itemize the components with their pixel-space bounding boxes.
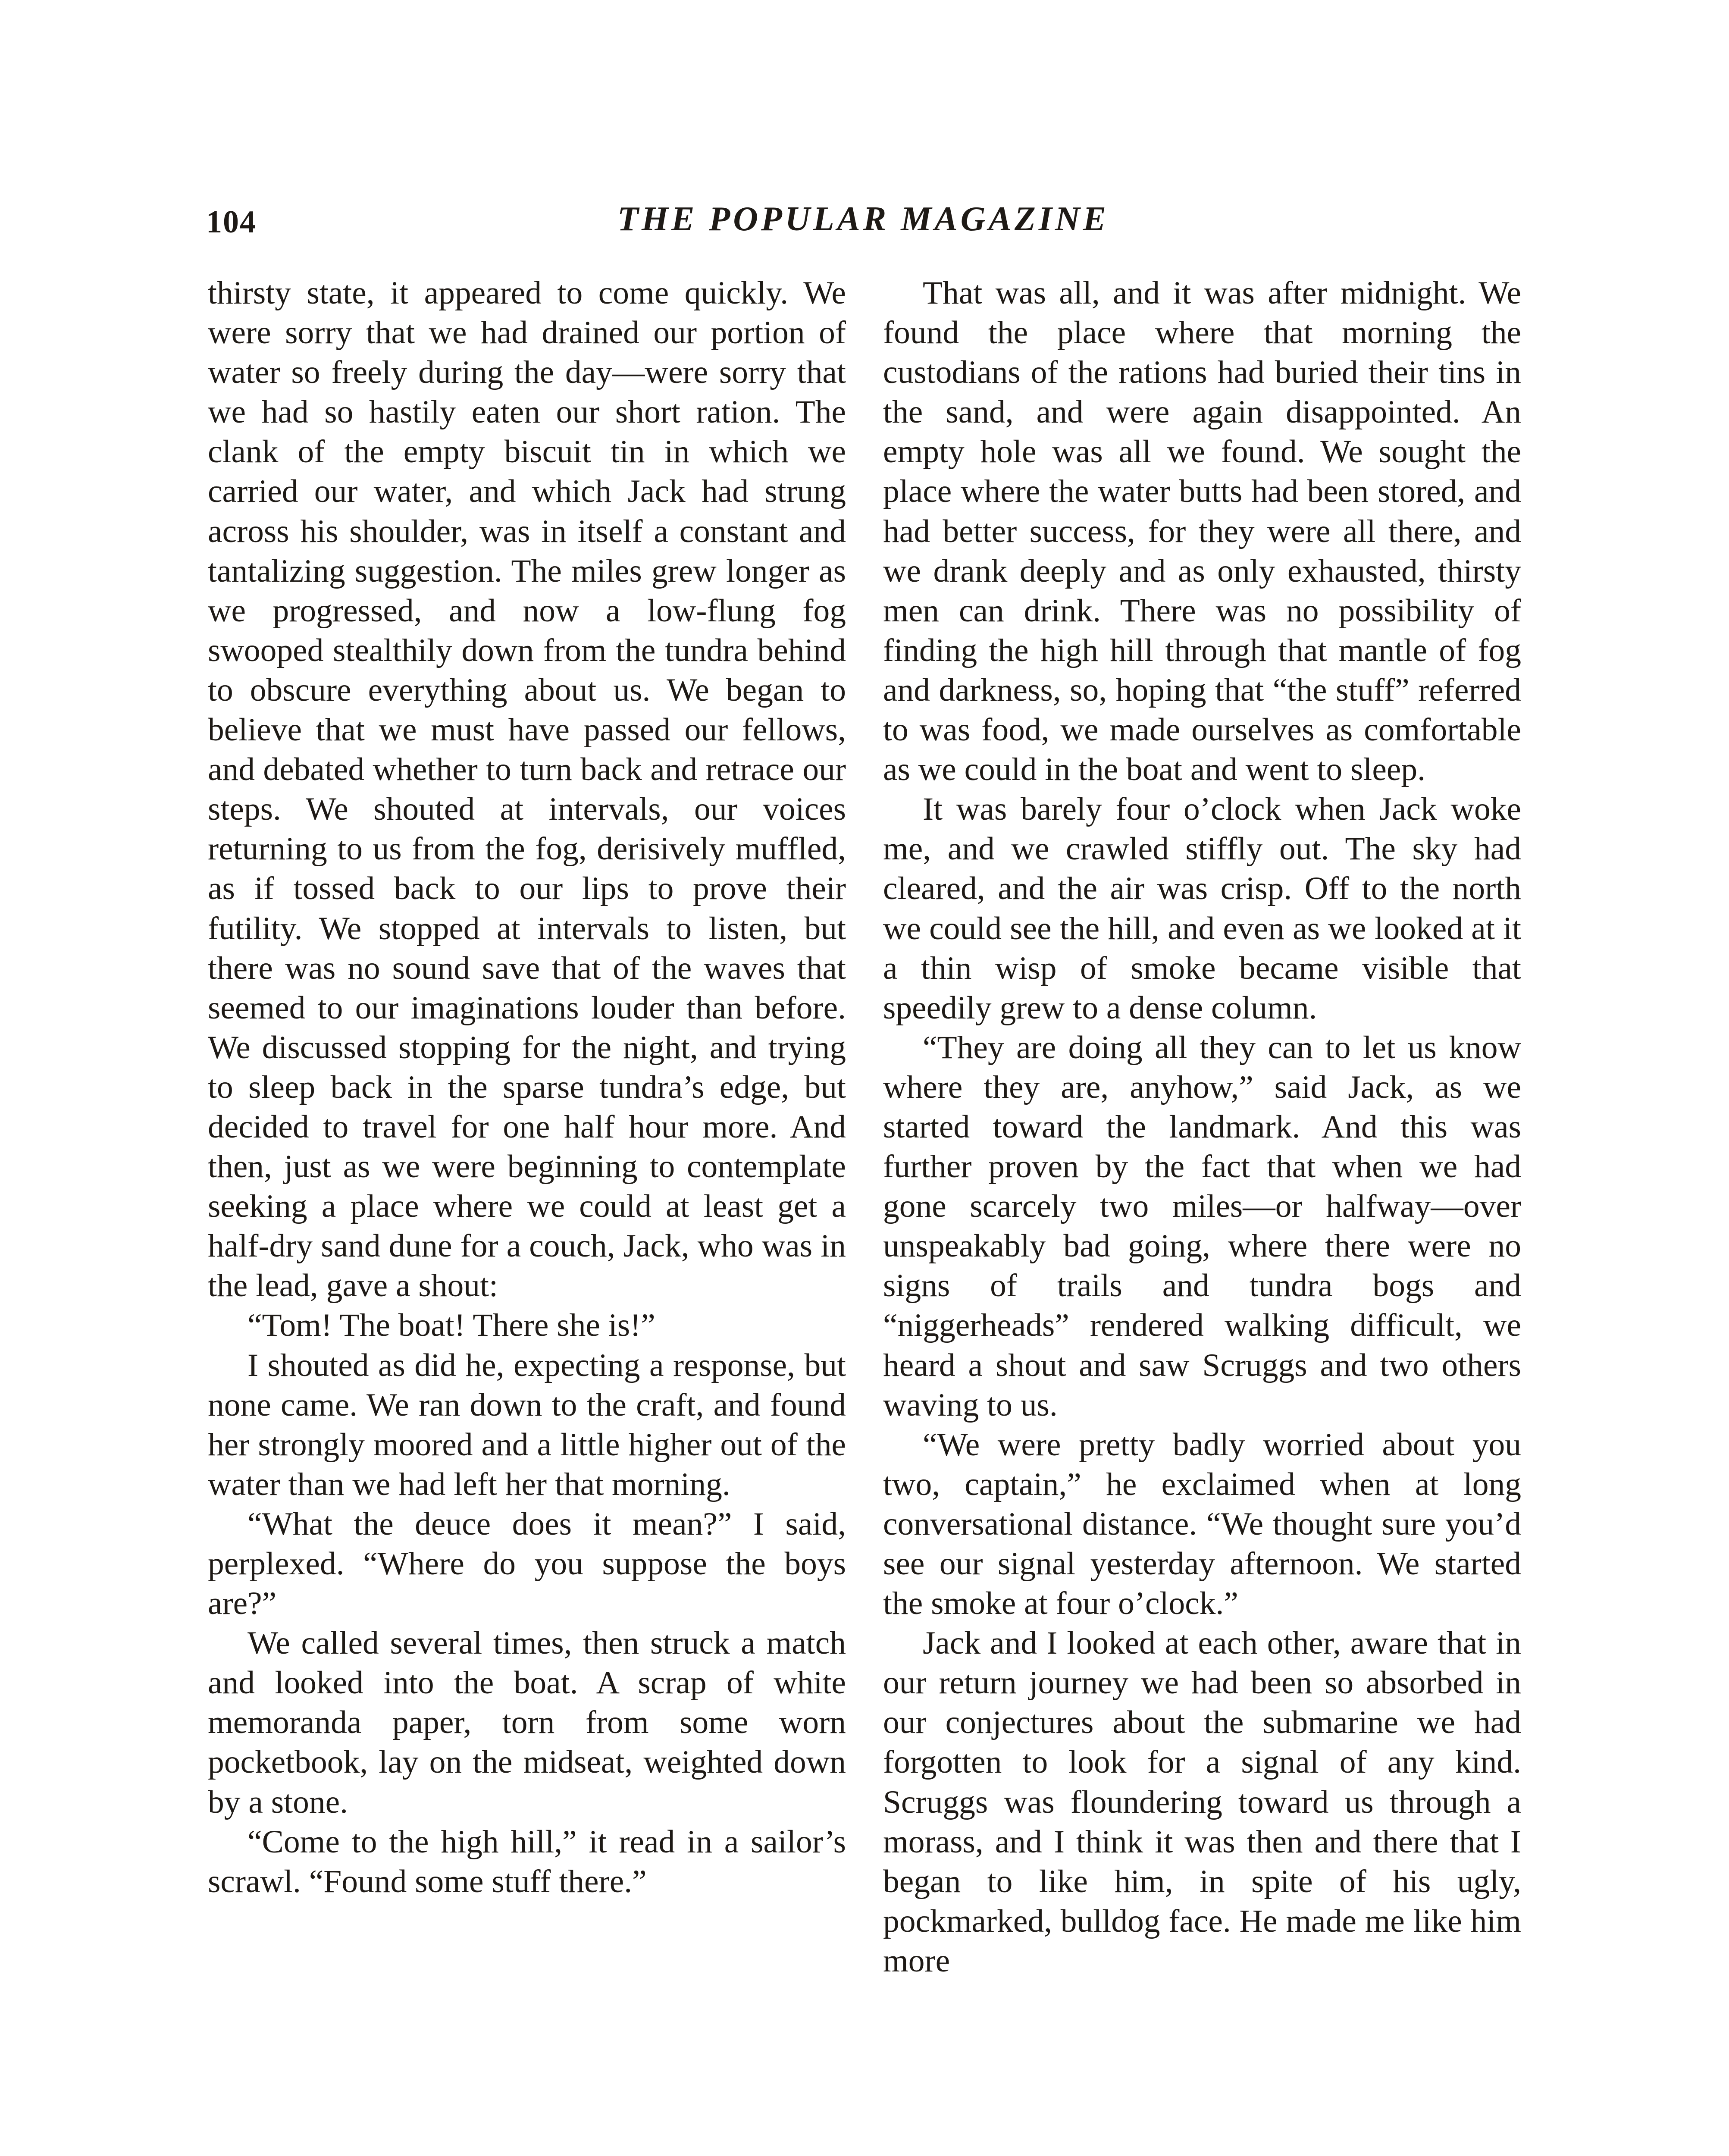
paragraph: “Come to the high hill,” it read in a sailor’s scrawl. “Found some stuff there.” [208, 1824, 846, 1899]
paragraph: “We were pretty badly worried about you two, captain,” he exclaimed when at long conversational distance. “We thought sure you’d see our signal yesterday afternoon. We started the smoke at four o’clock.” [883, 1426, 1521, 1622]
paragraph: We called several times, then struck a match and looked into the boat. A scrap of white memoranda paper, torn from some worn pocketbook, lay on the midseat, weighted down by a stone. [208, 1625, 846, 1820]
page-header [206, 196, 1520, 252]
page-number: 104 [206, 204, 257, 240]
paragraph: It was barely four o’clock when Jack woke me, and we crawled stiffly out. The sky had cleared, and the air was crisp. Off to the north we could see the hill, and even as we looked at it a thin wisp of smoke became visible that speedily grew to a dense column. [883, 791, 1521, 1026]
running-title: THE POPULAR MAGAZINE [617, 200, 1109, 238]
paragraph: That was all, and it was after midnight. We found the place where that morning the custodians of the rations had buried their tins in the sand, and were again disappointed. An empty hole was all we found. We sought the place where the water butts had been stored, and had better success, for they were all there, and we drank deeply and as only exhausted, thirsty men can drink. There was no possibility of finding the high hill through that mantle of fog and darkness, so, hoping that “the stuff” referred to was food, we made ourselves as comfortable as we could in the boat and went to sleep. [883, 275, 1521, 788]
paragraph: I shouted as did he, expecting a response, but none came. We ran down to the craft, and found her strongly moored and a little higher out of the water than we had left her that morning. [208, 1347, 846, 1502]
paragraph: “They are doing all they can to let us know where they are, anyhow,” said Jack, as we started toward the landmark. And this was further proven by the fact that when we had gone scarcely two miles—or halfway—over unspeakably bad going, where there were no signs of trails and tundra bogs and “niggerheads” rendered walking difficult, we heard a shout and saw Scruggs and two others waving to us. [883, 1029, 1521, 1423]
paragraph: thirsty state, it appeared to come quickly. We were sorry that we had drained our portion of water so freely during the day—were sorry that we had so hastily eaten our short ration. The clank of the empty biscuit tin in which we carried our water, and which Jack had strung across his shoulder, was in itself a constant and tantalizing suggestion. The miles grew longer as we progressed, and now a low-flung fog swooped stealthily down from the tundra behind to obscure everything about us. We began to believe that we must have passed our fellows, and debated whether to turn back and retrace our steps. We shouted at intervals, our voices returning to us from the fog, derisively muffled, as if tossed back to our lips to prove their futility. We stopped at intervals to listen, but there was no sound save that of the waves that seemed to our imaginations louder than before. We discussed stopping for the night, and trying to sleep back in the sparse tundra’s edge, but decided to travel for one half hour more. And then, just as we were beginning to contemplate seeking a place where we could at least get a half-dry sand dune for a couch, Jack, who was in the lead, gave a shout: [208, 275, 846, 1304]
left-column [208, 273, 846, 1902]
paragraph: “What the deuce does it mean?” I said, perplexed. “Where do you suppose the boys are?” [208, 1506, 846, 1622]
paragraph: Jack and I looked at each other, aware that in our return journey we had been so absorbed in our conjectures about the submarine we had forgotten to look for a signal of any kind. Scruggs was floundering toward us through a morass, and I think it was then and there that I began to like him, in spite of his ugly, pockmarked, bulldog face. He made me like him more [883, 1625, 1521, 1979]
paragraph: “Tom! The boat! There she is!” [247, 1307, 655, 1344]
right-column [883, 273, 1521, 1981]
